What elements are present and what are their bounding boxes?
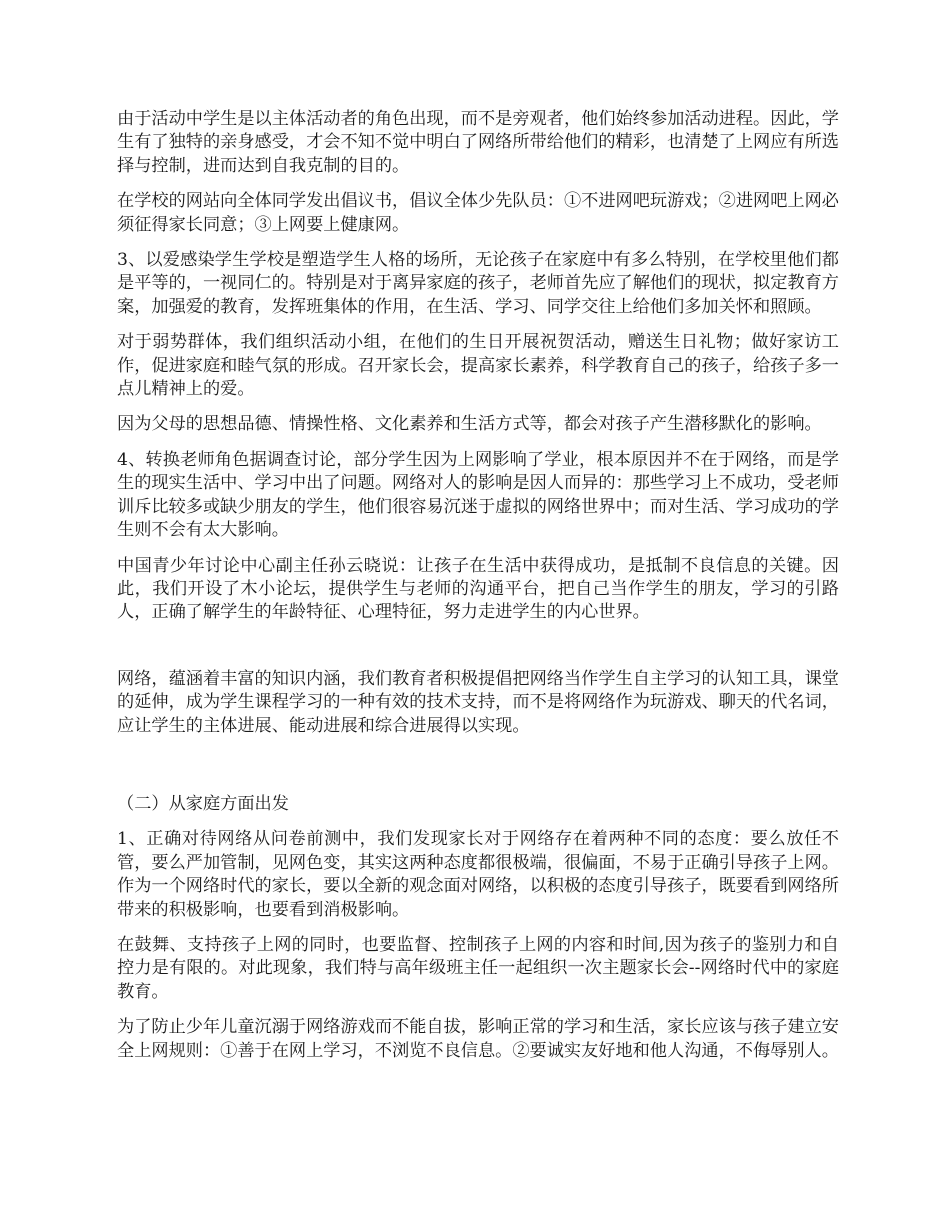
paragraph-vulnerable-groups: 对于弱势群体，我们组织活动小组，在他们的生日开展祝贺活动，赠送生日礼物；做好家访工作，促进家庭和睦气氛的形成。召开家长会，提高家长素养，科学教育自己的孩子，给孩子多一点儿精神上的爱。 xyxy=(117,332,839,400)
paragraph-sun-yunxiao: 中国青少年讨论中心副主任孙云晓说：让孩子在生活中获得成功，是抵制不良信息的关键。因此，我们开设了木小论坛，提供学生与老师的沟通平台，把自己当作学生的朋友，学习的引路人，正确了解学生的年龄特征、心理特征，努力走进学生的内心世界。 xyxy=(117,555,839,623)
paragraph-correct-attitude: 1、正确对待网络从问卷前测中，我们发现家长对于网络存在着两种不同的态度：要么放任不管，要么严加管制，见网色变，其实这两种态度都很极端，很偏面，不易于正确引导孩子上网。作为一个网络时代的家长，要以全新的观念面对网络，以积极的态度引导孩子，既要看到网络所带来的积极影响，也要看到消极影响。 xyxy=(117,829,839,920)
document-body xyxy=(117,108,839,1075)
section-spacer xyxy=(117,750,839,793)
paragraph-teacher-role: 4、转换老师角色据调查讨论，部分学生因为上网影响了学业，根本原因并不在于网络，而是学生的现实生活中、学习中出了问题。网络对人的影响是因人而异的：那些学习上不成功，受老师训斥比较多或缺少朋友的学生，他们很容易沉迷于虚拟的网络世界中；而对生活、学习成功的学生则不会有太大影响。 xyxy=(117,449,839,541)
paragraph-parents-influence: 因为父母的思想品德、情操性格、文化素养和生活方式等，都会对孩子产生潜移默化的影响。 xyxy=(117,414,822,435)
paragraph-network-knowledge: 网络，蕴涵着丰富的知识内涵，我们教育者积极提倡把网络当作学生自主学习的认知工具，课堂的延伸，成为学生课程学习的一种有效的技术支持，而不是将网络作为玩游戏、聊天的代名词，应让学生的主体进展、能动进展和综合进展得以实现。 xyxy=(117,668,839,736)
paragraph-supervise: 在鼓舞、支持孩子上网的同时，也要监督、控制孩子上网的内容和时间,因为孩子的鉴别力和自控力是有限的。对此现象，我们特与高年级班主任一起组织一次主题家长会--网络时代中的家庭教育。 xyxy=(117,934,839,1002)
paragraph-spacer xyxy=(117,637,839,668)
paragraph-safety-rules: 为了防止少年儿童沉溺于网络游戏而不能自拔，影响正常的学习和生活，家长应该与孩子建立安全上网规则：①善于在网上学习，不浏览不良信息。②要诚实友好地和他人沟通，不侮辱别人。 xyxy=(117,1017,839,1061)
paragraph-love-students: 3、以爱感染学生学校是塑造学生人格的场所，无论孩子在家庭中有多么特别，在学校里他们都是平等的，一视同仁的。特别是对于离异家庭的孩子，老师首先应了解他们的现状，拟定教育方案，加强爱的教育，发挥班集体的作用，在生活、学习、同学交往上给他们多加关怀和照顾。 xyxy=(117,250,839,317)
section-heading-family: （二）从家庭方面出发 xyxy=(117,793,289,814)
paragraph-activity-role: 由于活动中学生是以主体活动者的角色出现，而不是旁观者，他们始终参加活动进程。因此，学生有了独特的亲身感受，才会不知不觉中明白了网络所带给他们的精彩，也清楚了上网应有所选择与控制，进而达到自我克制的目的。 xyxy=(117,109,839,176)
paragraph-proposal: 在学校的网站向全体同学发出倡议书，倡议全体少先队员：①不进网吧玩游戏；②进网吧上网必须征得家长同意；③上网要上健康网。 xyxy=(117,191,839,235)
